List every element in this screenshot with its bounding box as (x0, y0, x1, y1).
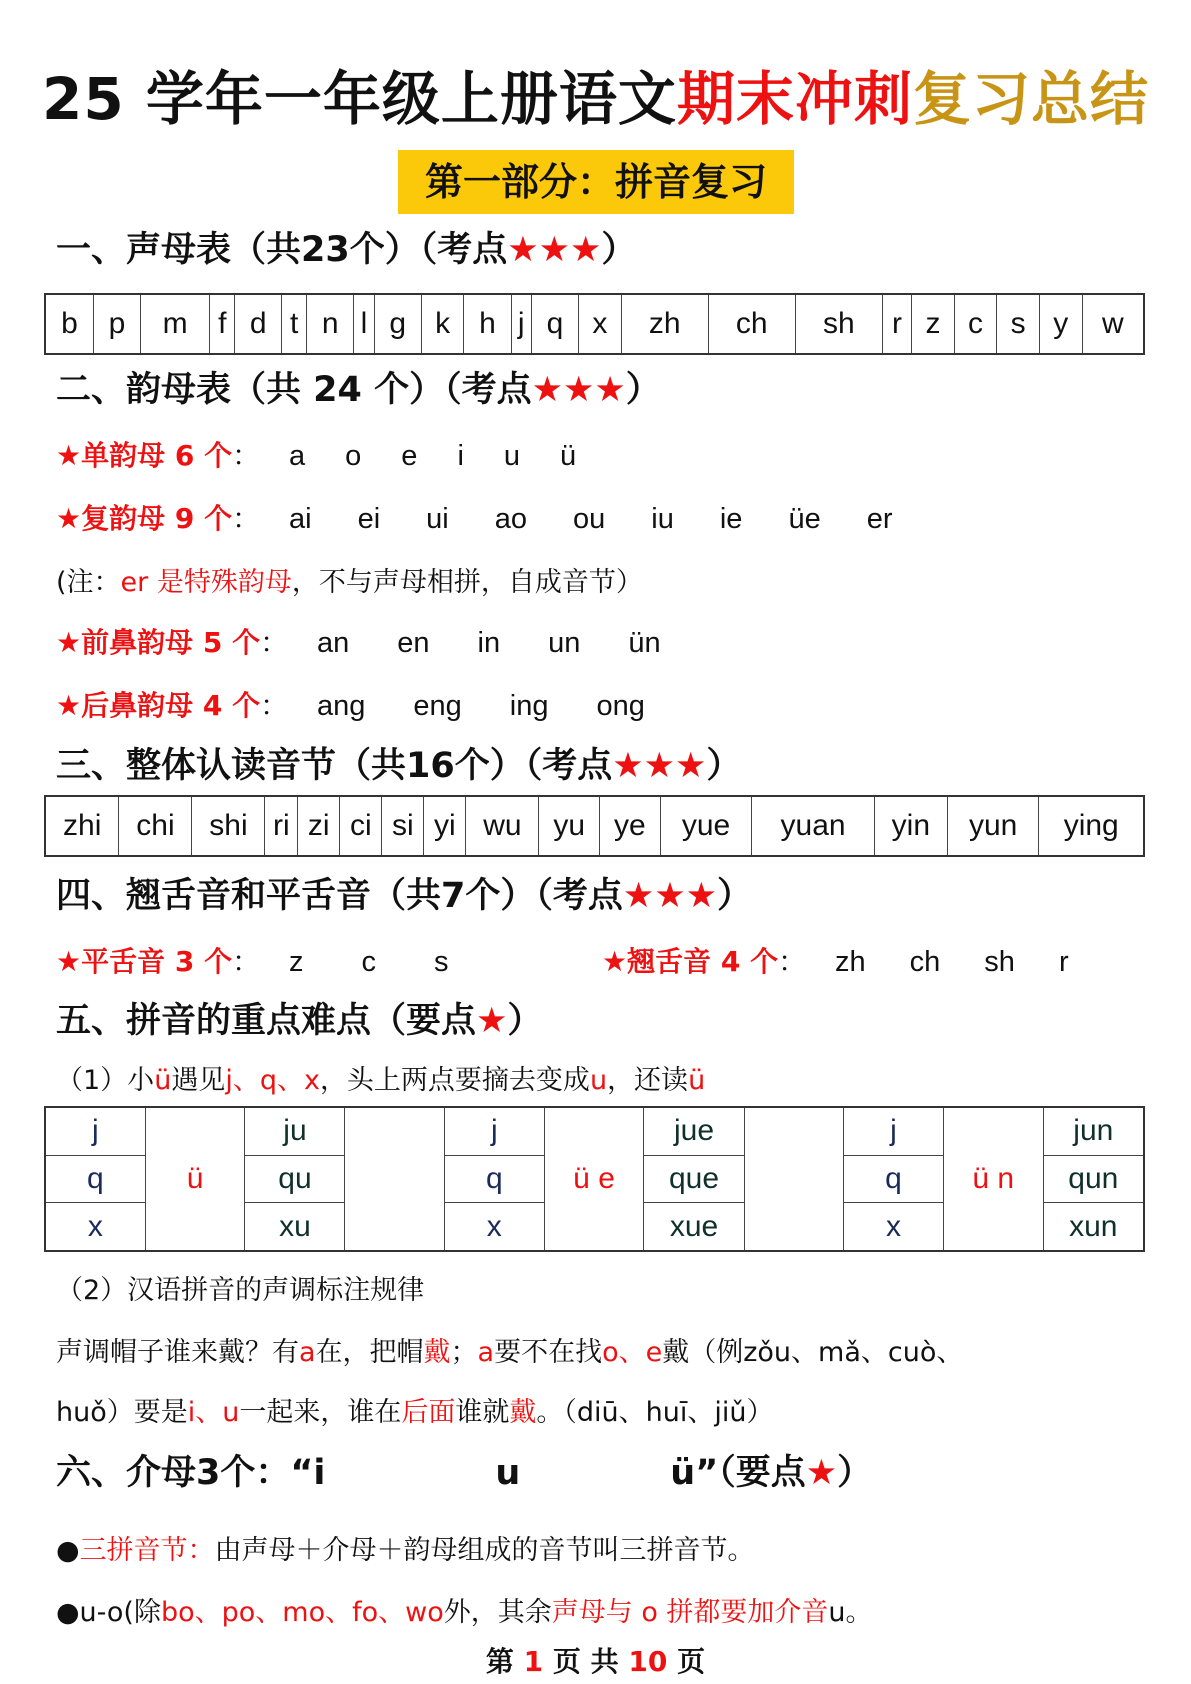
text-red: 戴 (509, 1397, 537, 1428)
text: ，头上两点要摘去变成 (319, 1065, 590, 1096)
current-page: 1 (523, 1645, 544, 1678)
uo-rule-bullet (56, 1590, 873, 1629)
text: 要不在找 (494, 1337, 603, 1368)
title-part-red: 期末冲刺 (676, 65, 913, 133)
finals-list (297, 627, 661, 659)
flat-list (269, 946, 449, 978)
syllable-cell: yue (660, 796, 752, 856)
row-label: ★前鼻韵母 5 个 (56, 626, 261, 659)
syllable-cell: zhi (45, 796, 119, 856)
tone-rule-line-1 (56, 1330, 963, 1369)
heading-text: 一、声母表（共23个）（考点 (56, 230, 508, 270)
star-icon: ★★★ (507, 230, 602, 270)
pinyin-item: zh (835, 946, 866, 978)
syllable-cell: chi (119, 796, 192, 856)
initial-cell: n (307, 294, 354, 354)
finals-row-simple (56, 434, 576, 474)
pinyin-item: en (397, 627, 430, 659)
umlaut-initial-cell: q (844, 1155, 944, 1203)
pinyin-item: üe (788, 503, 821, 535)
umlaut-result-cell: qun (1043, 1155, 1144, 1203)
heading-close: ） (837, 1453, 873, 1493)
umlaut-initial-cell: q (45, 1155, 145, 1203)
umlaut-result-cell: ju (245, 1107, 345, 1155)
text: huǒ）要是 (56, 1397, 188, 1428)
syllable-cell: si (382, 796, 424, 856)
row-label: ★翘舌音 4 个 (602, 945, 779, 978)
page-number (0, 1640, 1191, 1680)
text-red: u (589, 1065, 608, 1096)
text: 由声母＋介母＋韵母组成的音节叫三拼音节。 (214, 1535, 755, 1566)
pinyin-item: ü (560, 440, 577, 472)
note-rest: ，不与声母相拼，自成音节） (291, 567, 643, 598)
initial-cell: m (141, 294, 210, 354)
colon: ： (260, 689, 289, 722)
star-icon: ★★★ (622, 876, 717, 916)
pinyin-item: ao (494, 503, 528, 535)
initial-cell: c (954, 294, 997, 354)
text-red: j、q、x (225, 1065, 320, 1096)
text-red: o、e (602, 1337, 663, 1368)
colon: ： (232, 439, 261, 472)
umlaut-result-cell: jun (1043, 1107, 1144, 1155)
row-label: ★平舌音 3 个 (56, 945, 233, 978)
total-pages: 10 (628, 1645, 668, 1678)
umlaut-initial-cell: j (844, 1107, 944, 1155)
row-label: ★单韵母 6 个 (56, 439, 233, 472)
retroflex-row (602, 940, 1069, 980)
text: 遇见 (171, 1065, 226, 1096)
section-subtitle: 第一部分：拼音复习 (398, 150, 794, 214)
umlaut-table (44, 1106, 1145, 1252)
heading-close: ） (507, 1001, 543, 1041)
finals-note (56, 560, 643, 599)
umlaut-initial-cell: x (45, 1203, 145, 1251)
pinyin-item: ou (573, 503, 606, 535)
pinyin-item: u (503, 440, 521, 472)
text: 外，其余 (443, 1597, 552, 1628)
syllable-cell: ying (1039, 796, 1144, 856)
tone-rule-title: （2）汉语拼音的声调标注规律 (56, 1275, 425, 1306)
finals-row-front-nasal (56, 621, 661, 661)
text: 在，把帽 (315, 1337, 424, 1368)
pinyin-item: e (401, 440, 418, 472)
initial-cell: sh (795, 294, 882, 354)
retroflex-list (815, 946, 1069, 978)
finals-row-back-nasal (56, 684, 645, 724)
bullet-icon: ● (56, 1535, 80, 1566)
syllable-cell: shi (192, 796, 265, 856)
heading-text: ü”（要点 (670, 1453, 806, 1493)
triple-syllable-bullet (56, 1528, 755, 1567)
umlaut-result-cell: que (644, 1155, 744, 1203)
pinyin-item: ong (596, 690, 645, 722)
row-label: ★复韵母 9 个 (56, 502, 233, 535)
initial-cell: d (235, 294, 282, 354)
heading-text: 二、韵母表（共 24 个）（考点 (56, 370, 532, 410)
umlaut-final-cell: ü e (544, 1107, 644, 1251)
heading-medials (56, 1445, 872, 1495)
text: 声调帽子谁来戴？有 (56, 1337, 299, 1368)
initial-cell: p (93, 294, 140, 354)
text-red: bo、po、mo、fo、wo (160, 1597, 444, 1628)
pinyin-item: an (317, 627, 350, 659)
umlaut-result-cell: qu (245, 1155, 345, 1203)
pinyin-item: ei (357, 503, 381, 535)
text-red: 三拼音节： (79, 1535, 215, 1566)
umlaut-final-cell: ü n (943, 1107, 1043, 1251)
heading-close: ） (717, 876, 753, 916)
pinyin-item: sh (984, 946, 1015, 978)
text-red: 戴 (423, 1337, 451, 1368)
colon: ： (778, 945, 807, 978)
heading-finals (56, 362, 661, 412)
pinyin-item: eng (413, 690, 462, 722)
heading-text: 三、整体认读音节（共16个）（考点 (56, 746, 613, 786)
initial-cell: x (579, 294, 622, 354)
initial-cell: r (882, 294, 911, 354)
text-red: 后面 (401, 1397, 456, 1428)
pinyin-item: z (289, 946, 304, 978)
pinyin-item: iu (651, 503, 674, 535)
initial-cell: s (997, 294, 1040, 354)
initials-table (44, 293, 1145, 355)
finals-list (297, 690, 645, 722)
note-highlight: er 是特殊韵母 (120, 567, 292, 598)
initial-cell: g (374, 294, 421, 354)
syllable-cell: ci (340, 796, 382, 856)
text: ； (450, 1337, 478, 1368)
pinyin-item: in (477, 627, 501, 659)
umlaut-result-cell: jue (644, 1107, 744, 1155)
umlaut-initial-cell: x (444, 1203, 544, 1251)
umlaut-result-cell: xun (1043, 1203, 1144, 1251)
pinyin-item: r (1058, 946, 1069, 978)
text: （1）小 (56, 1065, 155, 1096)
star-icon: ★ (476, 1001, 508, 1041)
pinyin-item: ang (317, 690, 366, 722)
text: 一起来，谁在 (239, 1397, 402, 1428)
text: u。 (828, 1597, 873, 1628)
initial-cell: t (282, 294, 307, 354)
colon: ： (232, 945, 261, 978)
star-icon: ★ (805, 1453, 838, 1493)
syllable-cell: yi (424, 796, 466, 856)
pinyin-item: ing (509, 690, 549, 722)
initial-cell: y (1039, 294, 1082, 354)
colon: ： (260, 626, 289, 659)
umlaut-final-cell: ü (145, 1107, 245, 1251)
initial-cell: b (45, 294, 93, 354)
spacer-cell (345, 1107, 444, 1251)
rule-umlaut (56, 1058, 705, 1097)
star-icon: ★★★ (531, 370, 626, 410)
finals-list (269, 503, 892, 535)
umlaut-initial-cell: j (45, 1107, 145, 1155)
pinyin-item: ui (426, 503, 449, 535)
pinyin-item: o (345, 440, 362, 472)
syllable-cell: yin (874, 796, 947, 856)
heading-text: 六、介母3个：“i (56, 1453, 326, 1493)
text-red: 声母与 o 拼都要加介音 (551, 1597, 829, 1628)
initial-cell: f (210, 294, 235, 354)
heading-close: ） (625, 370, 661, 410)
pinyin-item: ai (289, 503, 312, 535)
heading-text: 五、拼音的重点难点（要点 (56, 1001, 477, 1041)
pinyin-item: i (457, 440, 464, 472)
text: 页 共 (543, 1645, 629, 1678)
whole-syllables-table (44, 795, 1145, 857)
initial-cell: z (912, 294, 955, 354)
pinyin-item: er (866, 503, 893, 535)
colon: ： (232, 502, 261, 535)
heading-tongue-sounds (56, 868, 752, 918)
initial-cell: j (511, 294, 531, 354)
umlaut-initial-cell: x (844, 1203, 944, 1251)
heading-text: 四、翘舌音和平舌音（共7个）（考点 (56, 876, 623, 916)
heading-key-points (56, 993, 542, 1043)
heading-whole-syllables (56, 738, 741, 788)
syllable-cell: yuan (752, 796, 875, 856)
pinyin-item: a (289, 440, 306, 472)
umlaut-result-cell: xu (245, 1203, 345, 1251)
initial-cell: k (421, 294, 464, 354)
initial-cell: zh (621, 294, 708, 354)
text: 页 (667, 1645, 706, 1678)
umlaut-initial-cell: j (444, 1107, 544, 1155)
text: ，还读 (607, 1065, 689, 1096)
star-icon: ★★★ (612, 746, 707, 786)
page-title (0, 52, 1191, 136)
initial-cell: h (464, 294, 511, 354)
syllable-cell: zi (298, 796, 340, 856)
syllable-cell: ri (265, 796, 298, 856)
title-part-gold: 复习总结 (912, 65, 1149, 133)
finals-list (269, 440, 576, 472)
medial-u: u (495, 1453, 521, 1493)
text-red: ü (154, 1065, 172, 1096)
text-red: i、u (187, 1397, 240, 1428)
pinyin-item: s (434, 946, 449, 978)
heading-close: ） (601, 230, 637, 270)
flat-tongue-row (56, 940, 449, 980)
initial-cell: w (1082, 294, 1144, 354)
heading-close: ） (706, 746, 742, 786)
text-red: a (299, 1337, 316, 1368)
syllable-cell: wu (466, 796, 539, 856)
text: 戴（例zǒu、mǎ、cuò、 (662, 1337, 964, 1368)
pinyin-item: c (361, 946, 377, 978)
tone-rule-line-2 (56, 1390, 773, 1429)
initial-cell: ch (708, 294, 795, 354)
text: 第 (485, 1645, 524, 1678)
title-part-black: 25 学年一年级上册语文 (42, 65, 677, 133)
text: 谁就 (455, 1397, 510, 1428)
initial-cell: q (531, 294, 578, 354)
initial-cell: l (354, 294, 374, 354)
finals-row-compound (56, 497, 893, 537)
text: 。（diū、huī、jiǔ） (536, 1397, 774, 1428)
note-open: (注： (56, 567, 121, 598)
text: ●u-o(除 (56, 1597, 161, 1628)
pinyin-item: ch (909, 946, 941, 978)
row-label: ★后鼻韵母 4 个 (56, 689, 261, 722)
umlaut-initial-cell: q (444, 1155, 544, 1203)
heading-initials (56, 222, 636, 272)
syllable-cell: yu (539, 796, 600, 856)
syllable-cell: ye (600, 796, 661, 856)
syllable-cell: yun (947, 796, 1039, 856)
spacer-cell (744, 1107, 843, 1251)
pinyin-item: un (548, 627, 581, 659)
pinyin-item: ie (719, 503, 743, 535)
pinyin-item: ün (628, 627, 661, 659)
text-red: ü (688, 1065, 706, 1096)
text-red: a (477, 1337, 495, 1368)
umlaut-result-cell: xue (644, 1203, 744, 1251)
